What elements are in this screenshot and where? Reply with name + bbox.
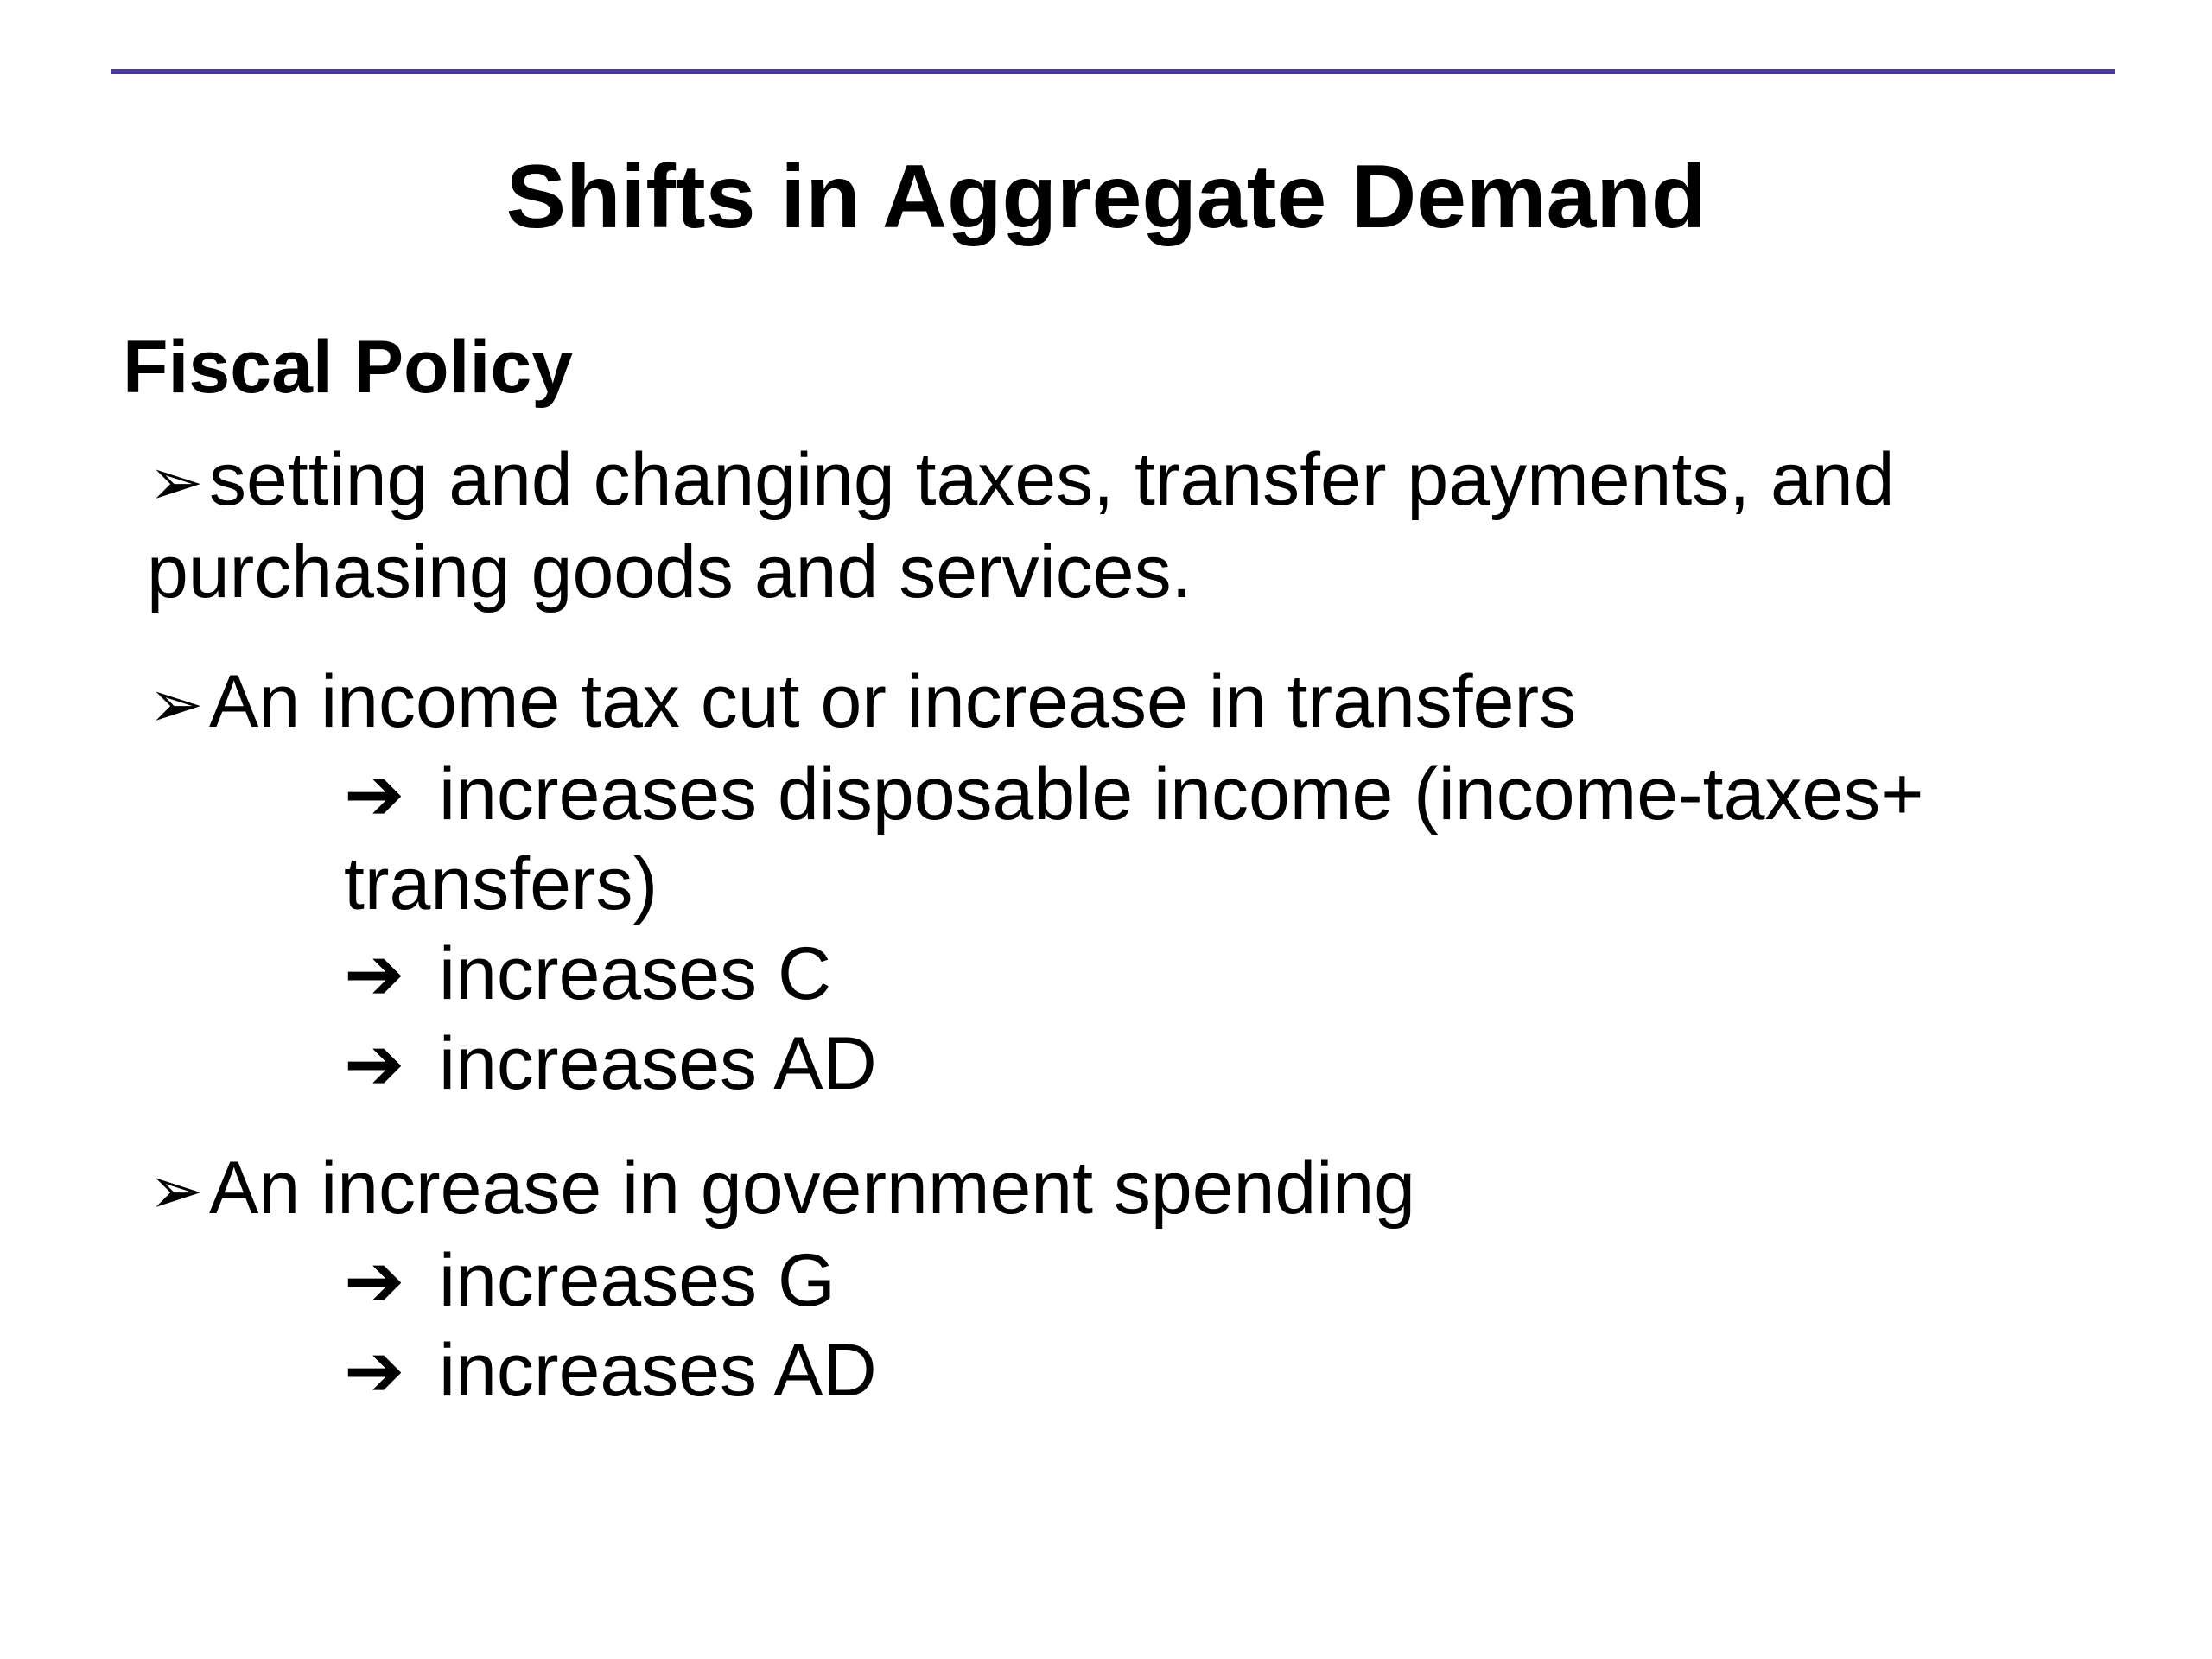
bullet-tax-cut: [149, 657, 1923, 1109]
bullet-government-spending: [149, 1143, 1415, 1415]
right-arrow-icon: ➔: [344, 1328, 405, 1413]
arrowhead-bullet-icon: ➢: [149, 1152, 204, 1229]
step-text: increases G: [439, 1239, 836, 1322]
step-line: [149, 749, 1923, 839]
step-line: [149, 929, 1923, 1019]
right-arrow-icon: ➔: [344, 1238, 405, 1323]
section-heading: Fiscal Policy: [123, 326, 574, 409]
arrowhead-bullet-icon: ➢: [149, 665, 204, 742]
bullet-text-continuation: purchasing goods and services.: [147, 531, 1192, 613]
right-arrow-icon: ➔: [344, 1021, 405, 1106]
step-text: increases AD: [439, 1022, 877, 1105]
step-line: [149, 1019, 1923, 1109]
right-arrow-icon: ➔: [344, 752, 405, 836]
bullet-text: setting and changing taxes, transfer payments, and: [209, 438, 1895, 521]
step-line: [149, 1325, 1415, 1415]
step-line: [149, 1236, 1415, 1325]
step-text: increases C: [439, 932, 832, 1015]
right-arrow-icon: ➔: [344, 931, 405, 1016]
arrowhead-bullet-icon: ➢: [149, 443, 204, 520]
step-text: increases disposable income (income-taxes+: [439, 753, 1924, 836]
step-text: increases AD: [439, 1329, 877, 1412]
top-divider-line: [111, 69, 2115, 74]
bullet-text: An increase in government spending: [209, 1147, 1415, 1230]
bullet-text: An income tax cut or increase in transfers: [209, 660, 1577, 743]
step-line-continuation: transfers): [344, 842, 658, 925]
slide-title: Shifts in Aggregate Demand: [505, 147, 1707, 247]
bullet-fiscal-definition: [149, 435, 1895, 617]
